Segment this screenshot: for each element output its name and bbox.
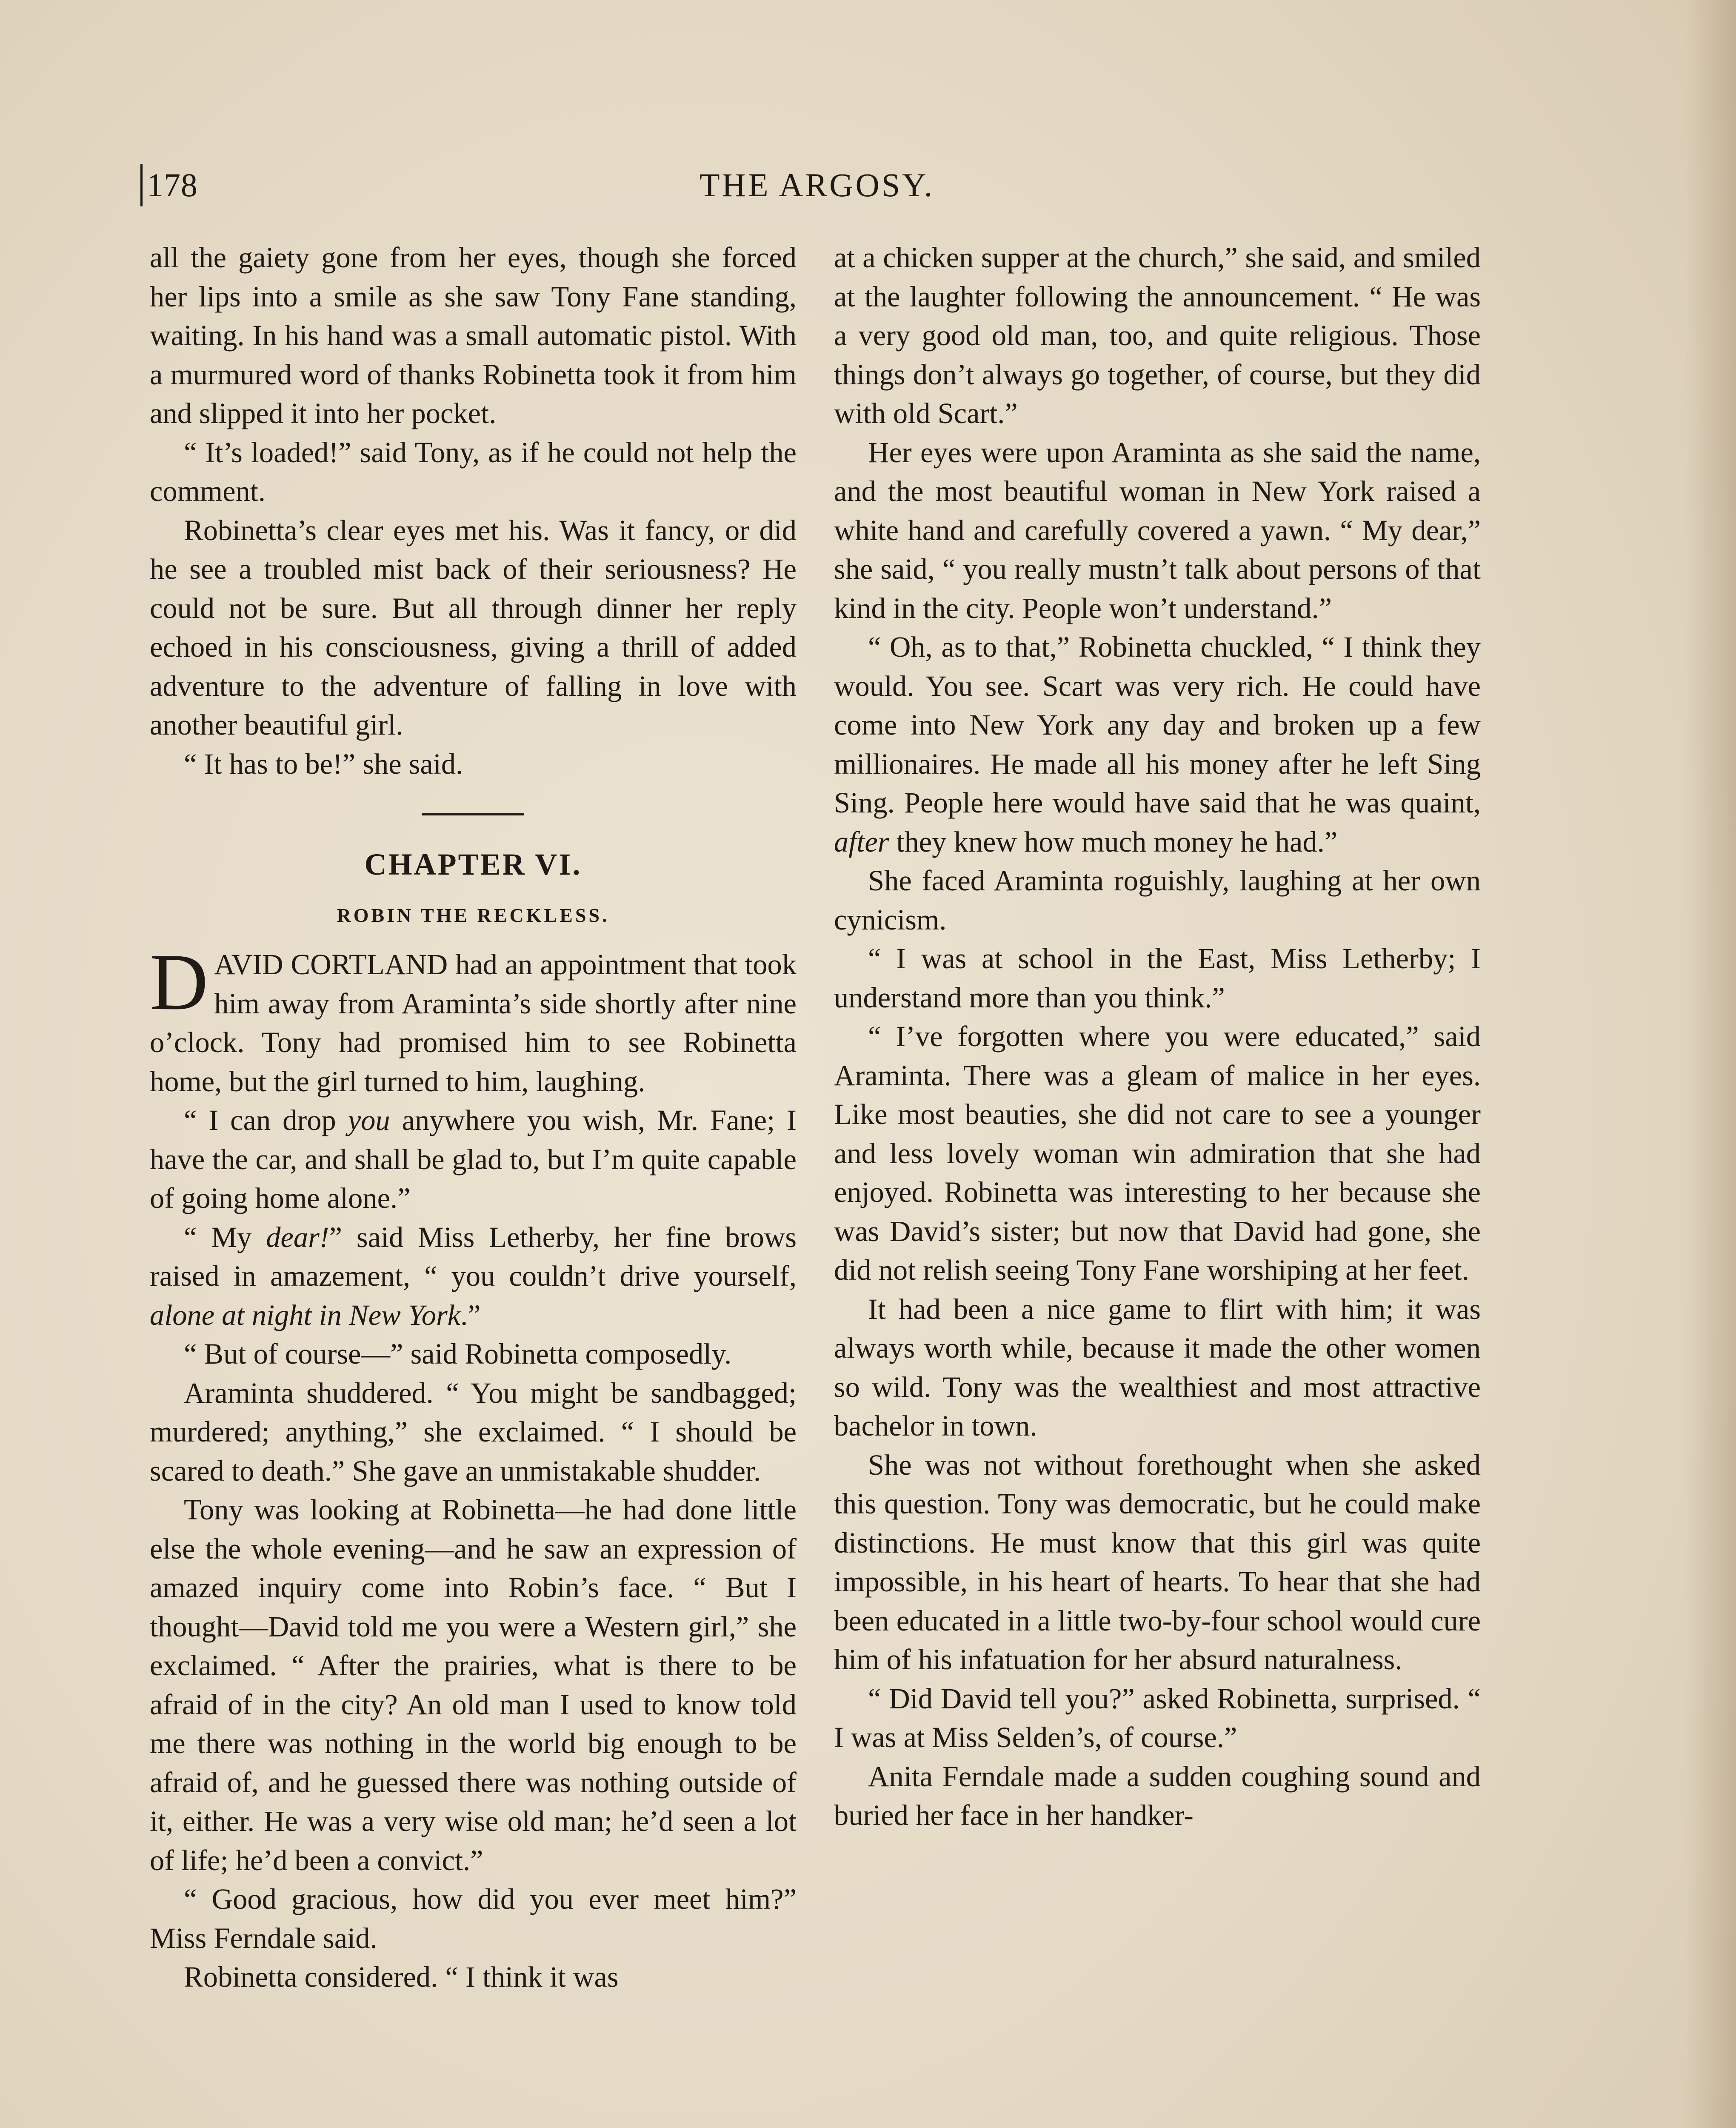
paragraph: “ But of course—” said Robinetta composedly. [184,1338,732,1370]
chapter-subtitle: ROBIN THE RECKLESS. [337,904,610,926]
chapter-title: CHAPTER VI. [364,847,582,881]
text-run: “ Oh, as to that,” Robinetta chuckled, “ I think they would. You see. Scart was very rich. He could have come into New York any day and broken up a few millionaires. He made all his money after he left Sing Sing. People here would have said that he was quaint, [834,631,1481,819]
page-header [0,164,1736,215]
paragraph-text: AVID CORTLAND had an appointment that took him away from Araminta’s side shortly after nine o’clock. Tony had promised him to see Robinetta home, but the girl turned to him, laughing. [150,948,797,1098]
text-run: “ I can drop [184,1104,348,1136]
running-title: THE ARGOSY. [700,166,934,203]
paragraph [834,628,1481,861]
paragraph: Tony was looking at Robinetta—he had done little else the whole evening—and he saw an expression of amazed inquiry come into Robin’s face. “ But I thought—David told me you were a Western girl,” she exclaimed. “ After the prairies, what is there to be afraid of in the city? An old man I used to know told me there was nothing in the world big enough to be afraid of, and he guessed there was nothing outside of it, either. He was a very wise old man; he’d seen a lot of life; he’d been a convict.” [150,1493,797,1876]
paragraph: “ I was at school in the East, Miss Letherby; I understand more than you think.” [834,942,1481,1014]
text-run: .” [460,1299,481,1331]
paragraph: “ It has to be!” she said. [184,747,463,780]
paragraph: all the gaiety gone from her eyes, though she forced her lips into a smile as she saw Tony Fane standing, waiting. In his hand was a small automatic pistol. With a murmured word of thanks Robinetta took it from him and slipped it into her pocket. [150,241,797,429]
page-edge-shadow [1685,0,1736,2128]
paragraph: Robinetta considered. “ I think it was [184,1961,619,1993]
paragraph: “ It’s loaded!” said Tony, as if he could not help the comment. [150,436,797,507]
paragraph: Araminta shuddered. “ You might be sandbagged; murdered; anything,” she exclaimed. “ I should be scared to death.” She gave an unmistakable shudder. [150,1376,797,1487]
italic-text: dear! [266,1221,329,1253]
left-column [150,238,797,1997]
page-number: 178 [140,164,198,206]
paragraph: Robinetta’s clear eyes met his. Was it fancy, or did he see a troubled mist back of their seriousness? He could not be sure. But all through dinner her reply echoed in his consciousness, giving a thrill of added adventure to the adventure of falling in love with another beautiful girl. [150,514,797,741]
text-run: ” said Miss Letherby, her fine brows raised in amazement, “ you couldn’t drive yourself, [150,1221,797,1292]
right-column [834,238,1481,1835]
paragraph: She faced Araminta roguishly, laughing at her own cynicism. [834,864,1481,936]
paragraph: She was not without forethought when she asked this question. Tony was democratic, but he could make distinctions. He must know that this girl was quite impossible, in his heart of hearts. To hear that she had been educated in a little two-by-four school would cure him of his infatuation for her absurd naturalness. [834,1448,1481,1676]
paragraph: at a chicken supper at the church,” she said, and smiled at the laughter following the announcement. “ He was a very good old man, too, and quite religious. Those things don’t always go together, of course, but they did with old Scart.” [834,241,1481,429]
chapter-opening-paragraph [150,938,797,1101]
italic-text: after [834,825,889,858]
paragraph [150,1218,797,1335]
italic-text: you [348,1104,390,1136]
section-divider [150,784,797,843]
text-run: anywhere you wish, Mr. Fane; I have the car, and shall be glad to, but I’m quite capable of going home alone.” [150,1104,797,1214]
italic-text: alone at night in New York [150,1299,461,1331]
paragraph: Her eyes were upon Araminta as she said the name, and the most beautiful woman in New York raised a white hand and carefully covered a yawn. “ My dear,” she said, “ you really mustn’t talk about persons of that kind in the city. People won’t understand.” [834,436,1481,624]
drop-cap: D [150,938,208,1027]
paragraph: Anita Ferndale made a sudden coughing sound and buried her face in her handker- [834,1760,1481,1831]
text-run: “ My [184,1221,266,1253]
paragraph: “ Good gracious, how did you ever meet him?” Miss Ferndale said. [150,1883,797,1954]
paragraph: It had been a nice game to flirt with him; it was always worth while, because it made the other women so wild. Tony was the wealthiest and most attractive bachelor in town. [834,1293,1481,1442]
paragraph: “ Did David tell you?” asked Robinetta, surprised. “ I was at Miss Selden’s, of course.” [834,1682,1481,1753]
paragraph: “ I’ve forgotten where you were educated,” said Araminta. There was a gleam of malice in her eyes. Like most beauties, she did not care to see a younger and less lovely woman win admiration that she had enjoyed. Robinetta was interesting to her because she was David’s sister; but now that David had gone, she did not relish seeing Tony Fane worshiping at her feet. [834,1020,1481,1286]
text-run: they knew how much money he had.” [889,825,1338,858]
paragraph [150,1101,797,1218]
